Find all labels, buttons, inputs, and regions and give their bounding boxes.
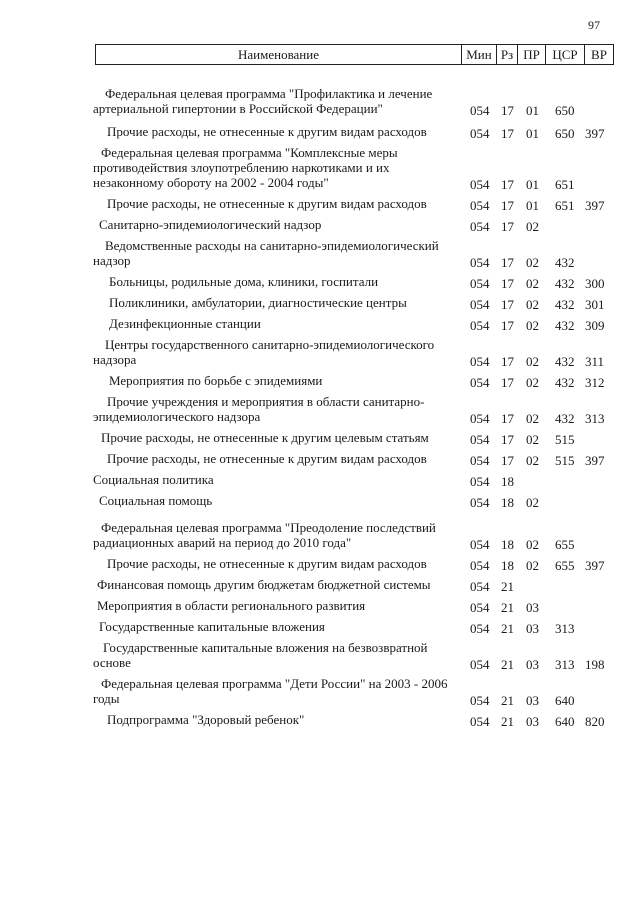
table-row (0, 556, 640, 571)
cell-rz: 17 (501, 198, 514, 213)
cell-min: 054 (470, 354, 490, 369)
row-name: Прочие расходы, не отнесенные к другим целевым статьям (101, 430, 429, 445)
row-codes (0, 621, 640, 636)
cell-pr: 02 (526, 255, 539, 270)
row-codes (0, 600, 640, 615)
table-row (0, 217, 640, 232)
cell-min: 054 (470, 177, 490, 192)
cell-csr: 651 (555, 177, 575, 192)
cell-pr: 02 (526, 276, 539, 291)
row-name: Центры государственного санитарно-эпидемиологического надзора (93, 337, 435, 367)
cell-vr: 311 (585, 354, 605, 369)
row-name: Дезинфекционные станции (109, 316, 261, 331)
cell-vr: 313 (585, 411, 605, 426)
cell-pr: 03 (526, 657, 539, 672)
table-header (95, 44, 614, 65)
header-csr: ЦСР (546, 45, 585, 64)
cell-pr: 01 (526, 103, 539, 118)
row-name: Поликлиники, амбулатории, диагностические центры (109, 295, 407, 310)
cell-rz: 17 (501, 375, 514, 390)
row-codes (0, 103, 640, 118)
row-name: Государственные капитальные вложения на безвозвратной основе (93, 640, 428, 670)
row-name: Прочие расходы, не отнесенные к другим видам расходов (107, 451, 427, 466)
cell-csr: 515 (555, 432, 575, 447)
row-name: Подпрограмма "Здоровый ребенок" (107, 712, 305, 727)
row-codes (0, 474, 640, 489)
cell-vr: 397 (585, 198, 605, 213)
cell-min: 054 (470, 558, 490, 573)
cell-rz: 21 (501, 657, 514, 672)
table-row (0, 520, 640, 550)
cell-rz: 17 (501, 432, 514, 447)
cell-pr: 02 (526, 354, 539, 369)
row-name: Федеральная целевая программа "Комплексные меры противодействия злоупотреблению наркотиками и их незаконному обороту на 2002 - 2004 годы" (93, 145, 398, 190)
table-row (0, 86, 640, 116)
cell-pr: 02 (526, 432, 539, 447)
row-name: Федеральная целевая программа "Дети России" на 2003 - 2006 годы (93, 676, 448, 706)
row-name: Ведомственные расходы на санитарно-эпидемиологический надзор (93, 238, 439, 268)
table-row (0, 124, 640, 139)
row-name: Санитарно-эпидемиологический надзор (99, 217, 322, 232)
cell-pr: 02 (526, 318, 539, 333)
row-name: Мероприятия по борьбе с эпидемиями (109, 373, 323, 388)
table-row (0, 394, 640, 424)
row-name: Социальная помощь (99, 493, 213, 508)
row-codes (0, 714, 640, 729)
row-name: Больницы, родильные дома, клиники, госпитали (109, 274, 379, 289)
cell-rz: 17 (501, 219, 514, 234)
table-row (0, 316, 640, 331)
table-row (0, 472, 640, 487)
cell-min: 054 (470, 103, 490, 118)
cell-pr: 03 (526, 714, 539, 729)
cell-vr: 397 (585, 558, 605, 573)
cell-csr: 313 (555, 657, 575, 672)
cell-vr: 397 (585, 126, 605, 141)
header-pr: ПР (518, 45, 546, 64)
cell-pr: 02 (526, 558, 539, 573)
table-row (0, 430, 640, 445)
cell-pr: 02 (526, 453, 539, 468)
header-vr: ВР (591, 46, 607, 62)
row-codes (0, 276, 640, 291)
row-codes (0, 558, 640, 573)
cell-rz: 17 (501, 354, 514, 369)
cell-vr: 301 (585, 297, 605, 312)
cell-min: 054 (470, 318, 490, 333)
table-row (0, 640, 640, 670)
row-codes (0, 432, 640, 447)
cell-vr: 312 (585, 375, 605, 390)
cell-rz: 21 (501, 621, 514, 636)
cell-min: 054 (470, 255, 490, 270)
cell-pr: 03 (526, 600, 539, 615)
cell-csr: 640 (555, 714, 575, 729)
header-name: Наименование (96, 45, 462, 64)
row-codes (0, 198, 640, 213)
row-name: Социальная политика (93, 472, 214, 487)
cell-pr: 02 (526, 375, 539, 390)
cell-csr: 432 (555, 276, 575, 291)
cell-csr: 313 (555, 621, 575, 636)
row-name: Федеральная целевая программа "Преодоление последствий радиационных аварий на период до 2010 года" (93, 520, 436, 550)
row-codes (0, 318, 640, 333)
cell-vr: 397 (585, 453, 605, 468)
cell-min: 054 (470, 198, 490, 213)
cell-pr: 01 (526, 126, 539, 141)
page-number: 97 (588, 18, 600, 32)
row-name: Прочие учреждения и мероприятия в области санитарно-эпидемиологического надзора (93, 394, 425, 424)
cell-csr: 432 (555, 411, 575, 426)
table-row (0, 373, 640, 388)
cell-rz: 17 (501, 255, 514, 270)
cell-csr: 432 (555, 318, 575, 333)
cell-rz: 21 (501, 714, 514, 729)
cell-pr: 02 (526, 297, 539, 312)
row-codes (0, 354, 640, 369)
cell-csr: 655 (555, 558, 575, 573)
cell-csr: 432 (555, 255, 575, 270)
cell-rz: 21 (501, 579, 514, 594)
row-codes (0, 126, 640, 141)
table-row (0, 451, 640, 466)
row-codes (0, 297, 640, 312)
row-codes (0, 411, 640, 426)
cell-min: 054 (470, 537, 490, 552)
cell-csr: 432 (555, 375, 575, 390)
row-codes (0, 219, 640, 234)
row-codes (0, 693, 640, 708)
cell-min: 054 (470, 276, 490, 291)
cell-min: 054 (470, 219, 490, 234)
cell-min: 054 (470, 432, 490, 447)
table-row (0, 577, 640, 592)
cell-min: 054 (470, 297, 490, 312)
cell-min: 054 (470, 375, 490, 390)
cell-min: 054 (470, 495, 490, 510)
cell-rz: 18 (501, 558, 514, 573)
cell-min: 054 (470, 693, 490, 708)
row-codes (0, 255, 640, 270)
row-name: Мероприятия в области регионального развития (97, 598, 366, 613)
table-row (0, 712, 640, 727)
cell-rz: 17 (501, 276, 514, 291)
cell-min: 054 (470, 453, 490, 468)
cell-csr: 655 (555, 537, 575, 552)
cell-csr: 432 (555, 297, 575, 312)
cell-pr: 02 (526, 537, 539, 552)
cell-pr: 03 (526, 693, 539, 708)
cell-min: 054 (470, 474, 490, 489)
table-row (0, 196, 640, 211)
row-codes (0, 453, 640, 468)
row-codes (0, 495, 640, 510)
cell-rz: 17 (501, 177, 514, 192)
table-row (0, 676, 640, 706)
table-row (0, 619, 640, 634)
cell-pr: 01 (526, 177, 539, 192)
cell-pr: 01 (526, 198, 539, 213)
row-codes (0, 537, 640, 552)
cell-pr: 02 (526, 219, 539, 234)
cell-min: 054 (470, 657, 490, 672)
row-name: Федеральная целевая программа "Профилактика и лечение артериальной гипертонии в Российской Федерации" (93, 86, 433, 116)
cell-csr: 432 (555, 354, 575, 369)
cell-rz: 18 (501, 537, 514, 552)
row-codes (0, 177, 640, 192)
cell-csr: 651 (555, 198, 575, 213)
cell-csr: 640 (555, 693, 575, 708)
row-codes (0, 657, 640, 672)
row-name: Финансовая помощь другим бюджетам бюджетной системы (97, 577, 431, 592)
header-min: Мин (462, 45, 497, 64)
cell-rz: 21 (501, 693, 514, 708)
cell-vr: 198 (585, 657, 605, 672)
row-codes (0, 579, 640, 594)
cell-rz: 17 (501, 126, 514, 141)
table-row (0, 493, 640, 508)
cell-min: 054 (470, 126, 490, 141)
table-row (0, 295, 640, 310)
cell-vr: 820 (585, 714, 605, 729)
row-name: Прочие расходы, не отнесенные к другим видам расходов (107, 556, 427, 571)
cell-vr: 300 (585, 276, 605, 291)
row-name: Государственные капитальные вложения (99, 619, 325, 634)
cell-rz: 17 (501, 297, 514, 312)
cell-rz: 18 (501, 495, 514, 510)
table-body (0, 86, 640, 733)
cell-min: 054 (470, 621, 490, 636)
cell-pr: 02 (526, 495, 539, 510)
table-row (0, 238, 640, 268)
cell-min: 054 (470, 411, 490, 426)
row-name: Прочие расходы, не отнесенные к другим видам расходов (107, 196, 427, 211)
cell-csr: 650 (555, 103, 575, 118)
cell-csr: 650 (555, 126, 575, 141)
cell-pr: 03 (526, 621, 539, 636)
cell-rz: 21 (501, 600, 514, 615)
row-codes (0, 375, 640, 390)
table-row (0, 598, 640, 613)
table-row (0, 145, 640, 190)
cell-pr: 02 (526, 411, 539, 426)
cell-rz: 17 (501, 318, 514, 333)
table-row (0, 274, 640, 289)
cell-vr: 309 (585, 318, 605, 333)
cell-min: 054 (470, 600, 490, 615)
cell-rz: 17 (501, 103, 514, 118)
cell-min: 054 (470, 579, 490, 594)
cell-csr: 515 (555, 453, 575, 468)
cell-rz: 18 (501, 474, 514, 489)
cell-rz: 17 (501, 453, 514, 468)
cell-rz: 17 (501, 411, 514, 426)
cell-min: 054 (470, 714, 490, 729)
table-row (0, 337, 640, 367)
row-name: Прочие расходы, не отнесенные к другим видам расходов (107, 124, 427, 139)
header-rz: Рз (497, 45, 518, 64)
